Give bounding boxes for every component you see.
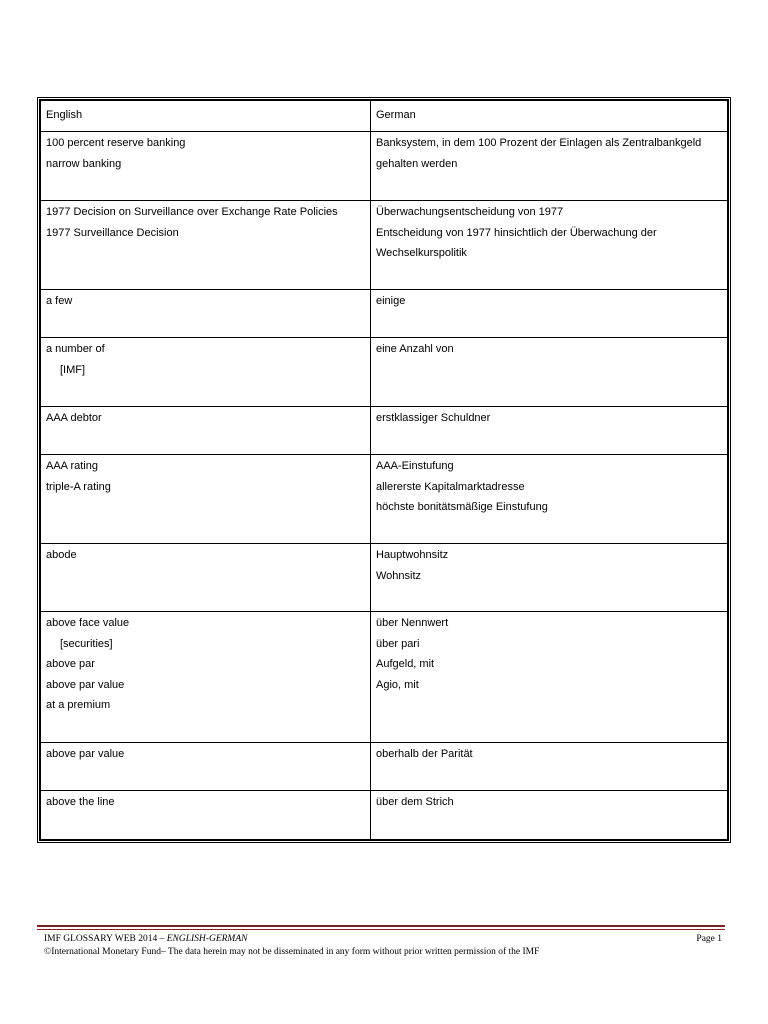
footer-copyright: ©International Monetary Fund– The data herein may not be disseminated in any form without prior written permission of the IMF — [44, 947, 540, 957]
english-term-cell — [41, 544, 371, 612]
english-term: a number of — [46, 343, 105, 355]
german-term: Agio, mit — [376, 678, 419, 691]
english-term-context: [IMF] — [60, 363, 86, 376]
german-term: über dem Strich — [376, 796, 454, 808]
english-term: above par value — [46, 748, 125, 760]
german-term: eine Anzahl von — [376, 343, 454, 355]
footer-rule-thick — [37, 925, 725, 927]
german-term-cell — [371, 791, 728, 840]
english-term-cell — [41, 612, 371, 743]
table-body — [41, 132, 728, 840]
german-term: gehalten werden — [376, 157, 458, 170]
table-row — [41, 201, 728, 290]
table-row — [41, 791, 728, 840]
german-term-cell — [371, 201, 728, 290]
english-term-cell — [41, 338, 371, 407]
german-term: Wechselkurspolitik — [376, 247, 467, 259]
english-term-cell — [41, 791, 371, 840]
english-term: triple-A rating — [46, 480, 111, 493]
english-term: 100 percent reserve banking — [46, 137, 186, 149]
german-term: Hauptwohnsitz — [376, 549, 449, 561]
table-row — [41, 743, 728, 791]
german-term: allererste Kapitalmarktadresse — [376, 480, 525, 493]
english-term: AAA rating — [46, 460, 98, 472]
english-term: 1977 Decision on Surveillance over Exchange Rate Policies — [46, 206, 338, 218]
english-term: above face value — [46, 617, 130, 629]
german-term: oberhalb der Parität — [376, 748, 473, 760]
english-term: above par value — [46, 678, 125, 691]
footer-title — [44, 933, 247, 946]
english-term-cell — [41, 407, 371, 455]
english-term: at a premium — [46, 699, 111, 711]
table-row — [41, 455, 728, 544]
english-term-cell — [41, 290, 371, 338]
german-term-cell — [371, 290, 728, 338]
page-number: Page 1 — [696, 934, 722, 944]
german-term-cell — [371, 544, 728, 612]
german-term: erstklassiger Schuldner — [376, 412, 491, 424]
english-term-context: [securities] — [60, 637, 113, 650]
column-header-english: English — [41, 101, 371, 132]
footer-title-text: IMF GLOSSARY WEB 2014 – — [44, 934, 167, 944]
table-row — [41, 544, 728, 612]
footer-title-language: ENGLISH-GERMAN — [166, 934, 248, 944]
german-term: Entscheidung von 1977 hinsichtlich der Überwachung der — [376, 226, 657, 239]
german-term-cell — [371, 743, 728, 791]
german-term: höchste bonitätsmäßige Einstufung — [376, 501, 548, 513]
german-term-cell — [371, 338, 728, 407]
german-term-cell — [371, 612, 728, 743]
table-row — [41, 407, 728, 455]
german-term: einige — [376, 295, 406, 307]
german-term: Wohnsitz — [376, 569, 422, 582]
english-term: a few — [46, 295, 73, 307]
table-row — [41, 612, 728, 743]
german-term-cell — [371, 132, 728, 201]
german-term: Banksystem, in dem 100 Prozent der Einlagen als Zentralbankgeld — [376, 137, 702, 149]
table-row — [41, 132, 728, 201]
english-term-cell — [41, 455, 371, 544]
german-term: über pari — [376, 637, 420, 650]
english-term: narrow banking — [46, 157, 122, 170]
english-term: above the line — [46, 796, 115, 808]
english-term: 1977 Surveillance Decision — [46, 226, 179, 239]
glossary-table-frame — [37, 97, 731, 843]
footer-rule-thin — [37, 929, 725, 930]
german-term: über Nennwert — [376, 617, 449, 629]
english-term-cell — [41, 743, 371, 791]
german-term: AAA-Einstufung — [376, 460, 454, 472]
german-term: Aufgeld, mit — [376, 658, 435, 670]
table-header-row — [41, 101, 728, 132]
german-term: Überwachungsentscheidung von 1977 — [376, 206, 564, 218]
english-term: AAA debtor — [46, 412, 102, 424]
column-header-german: German — [371, 101, 728, 132]
english-term-cell — [41, 201, 371, 290]
table-row — [41, 290, 728, 338]
glossary-table-inner — [39, 99, 729, 841]
english-term-cell — [41, 132, 371, 201]
english-term: abode — [46, 549, 77, 561]
english-term: above par — [46, 658, 95, 670]
glossary-table — [40, 100, 728, 840]
page-footer — [44, 933, 722, 959]
table-row — [41, 338, 728, 407]
german-term-cell — [371, 455, 728, 544]
german-term-cell — [371, 407, 728, 455]
